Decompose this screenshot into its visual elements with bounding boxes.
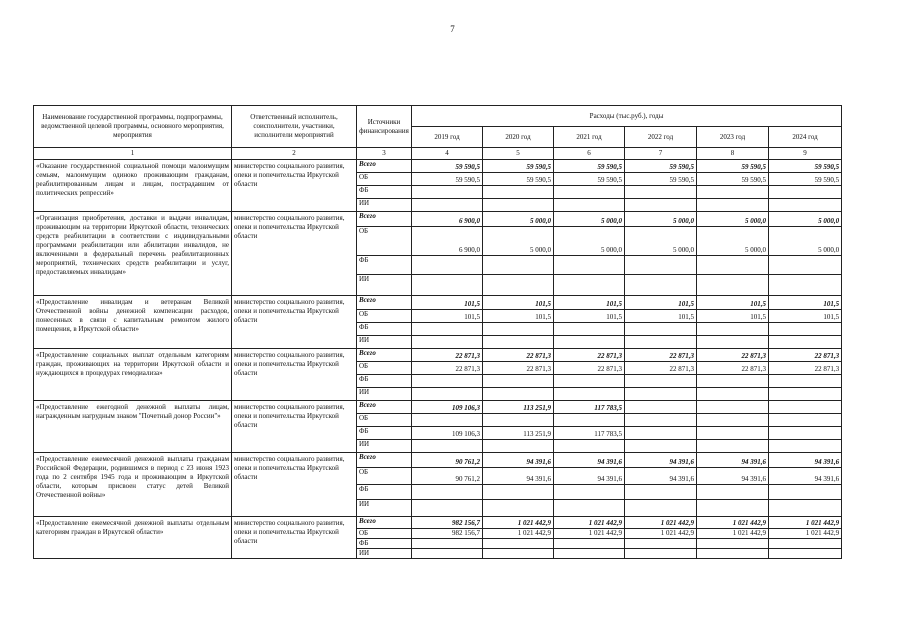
index-cell: 5 xyxy=(483,148,554,160)
expense-value: 59 590,5 xyxy=(625,160,697,173)
expense-value xyxy=(554,440,625,453)
expense-value: 59 590,5 xyxy=(697,160,769,173)
expense-value xyxy=(483,375,554,388)
expense-value: 101,5 xyxy=(483,296,554,310)
header-name: Наименование государственной программы, подпрограммы, ведомственной целевой программы, основного мероприятия, мероприятия xyxy=(34,106,232,148)
table-row xyxy=(34,296,842,310)
funding-source: Всего xyxy=(357,296,412,310)
expense-value xyxy=(554,375,625,388)
expense-value: 94 391,6 xyxy=(769,453,842,468)
expense-value xyxy=(625,186,697,199)
activity-name: «Предоставление ежегодной денежной выплаты лицам, награжденным нагрудным знаком "Почетный донор России"» xyxy=(34,401,232,453)
index-cell: 7 xyxy=(625,148,697,160)
responsible-executor: министерство социального развития, опеки и попечительства Иркутской области xyxy=(232,296,357,349)
expense-value xyxy=(483,336,554,349)
funding-source: ОБ xyxy=(357,414,412,427)
index-cell: 6 xyxy=(554,148,625,160)
index-cell: 1 xyxy=(34,148,232,160)
expense-value xyxy=(625,336,697,349)
expense-value: 1 021 442,9 xyxy=(769,529,842,539)
expense-value: 94 391,6 xyxy=(625,453,697,468)
expense-value: 109 106,3 xyxy=(412,427,483,440)
expense-value: 59 590,5 xyxy=(412,160,483,173)
activity-name: «Организация приобретения, доставки и выдачи инвалидам, проживающим на территории Иркутской области, технических средств реабилитации в соответствии с индивидуальными программами реабилитации или абилитации инвалидов, не включенными в федеральный перечень реабилитационных мероприятий, технических средств реабилитации и услуг, предоставляемых инвалидам» xyxy=(34,212,232,296)
expense-value xyxy=(554,186,625,199)
activity-name: «Предоставление социальных выплат отдельным категориям граждан, проживающих на территории Иркутской области и нуждающихся в процедурах гемодиализа» xyxy=(34,349,232,401)
expense-value xyxy=(625,549,697,559)
activity-name: «Предоставление инвалидам и ветеранам Великой Отечественной войны денежной компенсации расходов, понесенных в связи с капитальным ремонтом жилого помещения, в Иркутской области» xyxy=(34,296,232,349)
expense-value xyxy=(625,375,697,388)
funding-source: ФБ xyxy=(357,485,412,500)
expense-value: 982 156,7 xyxy=(412,529,483,539)
funding-source: Всего xyxy=(357,517,412,529)
expense-value xyxy=(483,539,554,549)
expense-value xyxy=(554,275,625,296)
expense-value xyxy=(769,275,842,296)
expense-value xyxy=(697,549,769,559)
expense-value xyxy=(412,549,483,559)
table-row xyxy=(34,401,842,414)
expense-value: 1 021 442,9 xyxy=(554,529,625,539)
expense-value: 94 391,6 xyxy=(769,468,842,485)
expense-value: 5 000,0 xyxy=(769,227,842,256)
expense-value: 22 871,3 xyxy=(769,362,842,375)
expense-value: 5 000,0 xyxy=(483,227,554,256)
funding-source: Всего xyxy=(357,160,412,173)
expense-value xyxy=(412,414,483,427)
expense-value: 22 871,3 xyxy=(412,349,483,362)
expense-value: 101,5 xyxy=(769,296,842,310)
expense-value: 6 900,0 xyxy=(412,227,483,256)
expense-value xyxy=(412,539,483,549)
expense-value xyxy=(697,186,769,199)
expense-value: 1 021 442,9 xyxy=(697,529,769,539)
header-year: 2021 год xyxy=(554,127,625,148)
funding-source: ОБ xyxy=(357,310,412,323)
expense-value xyxy=(554,539,625,549)
funding-source: Всего xyxy=(357,349,412,362)
expense-value xyxy=(412,388,483,401)
expense-value xyxy=(697,323,769,336)
expense-value xyxy=(483,256,554,275)
funding-source: ФБ xyxy=(357,375,412,388)
expense-value: 22 871,3 xyxy=(554,362,625,375)
responsible-executor: министерство социального развития, опеки и попечительства Иркутской области xyxy=(232,212,357,296)
header-year: 2019 год xyxy=(412,127,483,148)
header-year: 2023 год xyxy=(697,127,769,148)
activity-name: «Предоставление ежемесячной денежной выплаты гражданам Российской Федерации, родившимся в период с 23 июня 1923 года по 2 сентября 1945 года и проживающим в Иркутской области, которым присвоен статус детей Великой Отечественной войны» xyxy=(34,453,232,517)
expense-value xyxy=(697,539,769,549)
expense-value xyxy=(554,500,625,517)
expense-value xyxy=(554,388,625,401)
funding-source: ИИ xyxy=(357,388,412,401)
expense-value xyxy=(554,549,625,559)
funding-source: ОБ xyxy=(357,468,412,485)
expense-value xyxy=(769,414,842,427)
expense-value: 94 391,6 xyxy=(625,468,697,485)
expense-value: 101,5 xyxy=(625,296,697,310)
expense-value xyxy=(483,500,554,517)
funding-source: ИИ xyxy=(357,500,412,517)
responsible-executor: министерство социального развития, опеки и попечительства Иркутской области xyxy=(232,349,357,401)
expense-value xyxy=(412,485,483,500)
expenses-table xyxy=(33,105,842,559)
expense-value xyxy=(625,500,697,517)
expense-value xyxy=(697,375,769,388)
expense-value xyxy=(412,275,483,296)
expense-value: 22 871,3 xyxy=(769,349,842,362)
expense-value xyxy=(697,485,769,500)
header-responsible: Ответственный исполнитель, соисполнители, участники, исполнители мероприятий xyxy=(232,106,357,148)
expense-value xyxy=(625,414,697,427)
activity-name: «Предоставление ежемесячной денежной выплаты отдельным категориям граждан в Иркутской области» xyxy=(34,517,232,559)
expense-value: 59 590,5 xyxy=(769,173,842,186)
expense-value: 5 000,0 xyxy=(554,212,625,227)
funding-source: ФБ xyxy=(357,186,412,199)
header-year: 2022 год xyxy=(625,127,697,148)
expense-value: 101,5 xyxy=(769,310,842,323)
expense-value xyxy=(483,414,554,427)
expense-value xyxy=(769,199,842,212)
expense-value xyxy=(769,401,842,414)
funding-source: ФБ xyxy=(357,539,412,549)
index-cell: 2 xyxy=(232,148,357,160)
expense-value: 59 590,5 xyxy=(554,160,625,173)
funding-source: ФБ xyxy=(357,256,412,275)
expense-value: 59 590,5 xyxy=(412,173,483,186)
expense-value xyxy=(412,186,483,199)
expense-value xyxy=(412,440,483,453)
expense-value: 22 871,3 xyxy=(697,362,769,375)
expense-value xyxy=(769,186,842,199)
expense-value xyxy=(625,539,697,549)
expense-value xyxy=(697,336,769,349)
expense-value: 22 871,3 xyxy=(697,349,769,362)
expense-value: 1 021 442,9 xyxy=(625,529,697,539)
expense-value xyxy=(412,256,483,275)
expense-value: 1 021 442,9 xyxy=(554,517,625,529)
expense-value: 22 871,3 xyxy=(625,362,697,375)
expense-value xyxy=(625,388,697,401)
expense-value xyxy=(697,275,769,296)
expense-value xyxy=(625,275,697,296)
expense-value xyxy=(625,256,697,275)
expense-value: 101,5 xyxy=(697,296,769,310)
expense-value: 94 391,6 xyxy=(554,468,625,485)
expense-value xyxy=(412,336,483,349)
expense-value: 22 871,3 xyxy=(483,362,554,375)
expense-value xyxy=(625,440,697,453)
index-row xyxy=(34,148,842,160)
expense-value xyxy=(625,323,697,336)
expense-value: 94 391,6 xyxy=(483,468,554,485)
index-cell: 9 xyxy=(769,148,842,160)
expense-value xyxy=(697,427,769,440)
responsible-executor: министерство социального развития, опеки и попечительства Иркутской области xyxy=(232,401,357,453)
expense-value xyxy=(625,427,697,440)
expense-value: 94 391,6 xyxy=(483,453,554,468)
expense-value: 5 000,0 xyxy=(697,212,769,227)
expense-value: 101,5 xyxy=(483,310,554,323)
funding-source: ИИ xyxy=(357,275,412,296)
expense-value: 5 000,0 xyxy=(769,212,842,227)
header-year: 2024 год xyxy=(769,127,842,148)
expense-value: 59 590,5 xyxy=(483,173,554,186)
expense-value xyxy=(554,485,625,500)
table-row xyxy=(34,453,842,468)
expense-value: 5 000,0 xyxy=(697,227,769,256)
expense-value xyxy=(769,256,842,275)
funding-source: ФБ xyxy=(357,427,412,440)
expense-value: 113 251,9 xyxy=(483,427,554,440)
expense-value: 1 021 442,9 xyxy=(483,517,554,529)
funding-source: ИИ xyxy=(357,440,412,453)
expense-value: 6 900,0 xyxy=(412,212,483,227)
table-row xyxy=(34,517,842,529)
expense-value: 1 021 442,9 xyxy=(625,517,697,529)
expense-value: 94 391,6 xyxy=(554,453,625,468)
expense-value xyxy=(769,440,842,453)
funding-source: ОБ xyxy=(357,173,412,186)
table-row xyxy=(34,212,842,227)
expense-value xyxy=(625,401,697,414)
expense-value xyxy=(554,256,625,275)
expense-value: 101,5 xyxy=(554,310,625,323)
expense-value: 22 871,3 xyxy=(625,349,697,362)
expense-value: 101,5 xyxy=(554,296,625,310)
expense-value: 22 871,3 xyxy=(554,349,625,362)
expense-value: 101,5 xyxy=(412,310,483,323)
expense-value: 22 871,3 xyxy=(412,362,483,375)
expense-value: 90 761,2 xyxy=(412,468,483,485)
expense-value: 5 000,0 xyxy=(625,227,697,256)
expense-value xyxy=(412,199,483,212)
index-cell: 8 xyxy=(697,148,769,160)
expense-value xyxy=(483,186,554,199)
expense-value: 113 251,9 xyxy=(483,401,554,414)
responsible-executor: министерство социального развития, опеки и попечительства Иркутской области xyxy=(232,160,357,212)
funding-source: ИИ xyxy=(357,549,412,559)
expense-value: 94 391,6 xyxy=(697,453,769,468)
expense-value: 1 021 442,9 xyxy=(697,517,769,529)
expense-value: 59 590,5 xyxy=(697,173,769,186)
expense-value xyxy=(625,485,697,500)
expense-value: 59 590,5 xyxy=(769,160,842,173)
page-number: 7 xyxy=(450,24,455,34)
expense-value xyxy=(697,414,769,427)
expense-value xyxy=(483,388,554,401)
table-row xyxy=(34,160,842,173)
expense-value: 5 000,0 xyxy=(483,212,554,227)
expense-value: 5 000,0 xyxy=(554,227,625,256)
expense-value: 101,5 xyxy=(412,296,483,310)
expense-value xyxy=(412,323,483,336)
responsible-executor: министерство социального развития, опеки и попечительства Иркутской области xyxy=(232,453,357,517)
expense-value: 22 871,3 xyxy=(483,349,554,362)
expense-value xyxy=(769,549,842,559)
expense-value: 59 590,5 xyxy=(625,173,697,186)
table-row xyxy=(34,349,842,362)
funding-source: Всего xyxy=(357,401,412,414)
responsible-executor: министерство социального развития, опеки и попечительства Иркутской области xyxy=(232,517,357,559)
expense-value xyxy=(769,500,842,517)
expense-value: 59 590,5 xyxy=(554,173,625,186)
index-cell: 4 xyxy=(412,148,483,160)
expense-value xyxy=(769,388,842,401)
funding-source: ОБ xyxy=(357,227,412,256)
expense-value xyxy=(697,500,769,517)
funding-source: ОБ xyxy=(357,529,412,539)
expense-value xyxy=(769,323,842,336)
expense-value: 117 783,5 xyxy=(554,427,625,440)
expense-value: 59 590,5 xyxy=(483,160,554,173)
expense-value xyxy=(483,275,554,296)
header-expenses: Расходы (тыс.руб.), годы xyxy=(412,106,842,127)
expense-value xyxy=(483,440,554,453)
expense-value xyxy=(769,336,842,349)
header-row xyxy=(34,106,842,127)
expense-value xyxy=(483,485,554,500)
expense-value xyxy=(554,323,625,336)
table-body xyxy=(34,160,842,559)
expense-value: 101,5 xyxy=(625,310,697,323)
expense-value xyxy=(554,336,625,349)
expense-value xyxy=(554,414,625,427)
expense-value: 94 391,6 xyxy=(697,468,769,485)
expense-value: 1 021 442,9 xyxy=(483,529,554,539)
expense-value: 90 761,2 xyxy=(412,453,483,468)
expense-value xyxy=(697,401,769,414)
expense-value: 101,5 xyxy=(697,310,769,323)
expense-value xyxy=(769,375,842,388)
expense-value: 5 000,0 xyxy=(625,212,697,227)
expense-value xyxy=(625,199,697,212)
header-year: 2020 год xyxy=(483,127,554,148)
expense-value xyxy=(554,199,625,212)
funding-source: ИИ xyxy=(357,336,412,349)
expense-value: 109 106,3 xyxy=(412,401,483,414)
funding-source: Всего xyxy=(357,212,412,227)
funding-source: Всего xyxy=(357,453,412,468)
activity-name: «Оказание государственной социальной помощи малоимущим семьям, малоимущим одиноко проживающим гражданам, реабилитированным лицам и лицам, пострадавшим от политических репрессий» xyxy=(34,160,232,212)
expense-value xyxy=(769,485,842,500)
header-sources: Источники финансирования xyxy=(357,106,412,148)
funding-source: ФБ xyxy=(357,323,412,336)
expense-value xyxy=(697,440,769,453)
expense-value xyxy=(483,199,554,212)
expense-value: 982 156,7 xyxy=(412,517,483,529)
expense-value xyxy=(483,549,554,559)
index-cell: 3 xyxy=(357,148,412,160)
expense-value xyxy=(697,199,769,212)
expense-value xyxy=(769,427,842,440)
expense-value xyxy=(769,539,842,549)
expense-value xyxy=(697,256,769,275)
expense-value xyxy=(412,375,483,388)
expense-value: 1 021 442,9 xyxy=(769,517,842,529)
expense-value xyxy=(697,388,769,401)
expense-value xyxy=(483,323,554,336)
funding-source: ОБ xyxy=(357,362,412,375)
expense-value: 117 783,5 xyxy=(554,401,625,414)
expense-value xyxy=(412,500,483,517)
funding-source: ИИ xyxy=(357,199,412,212)
